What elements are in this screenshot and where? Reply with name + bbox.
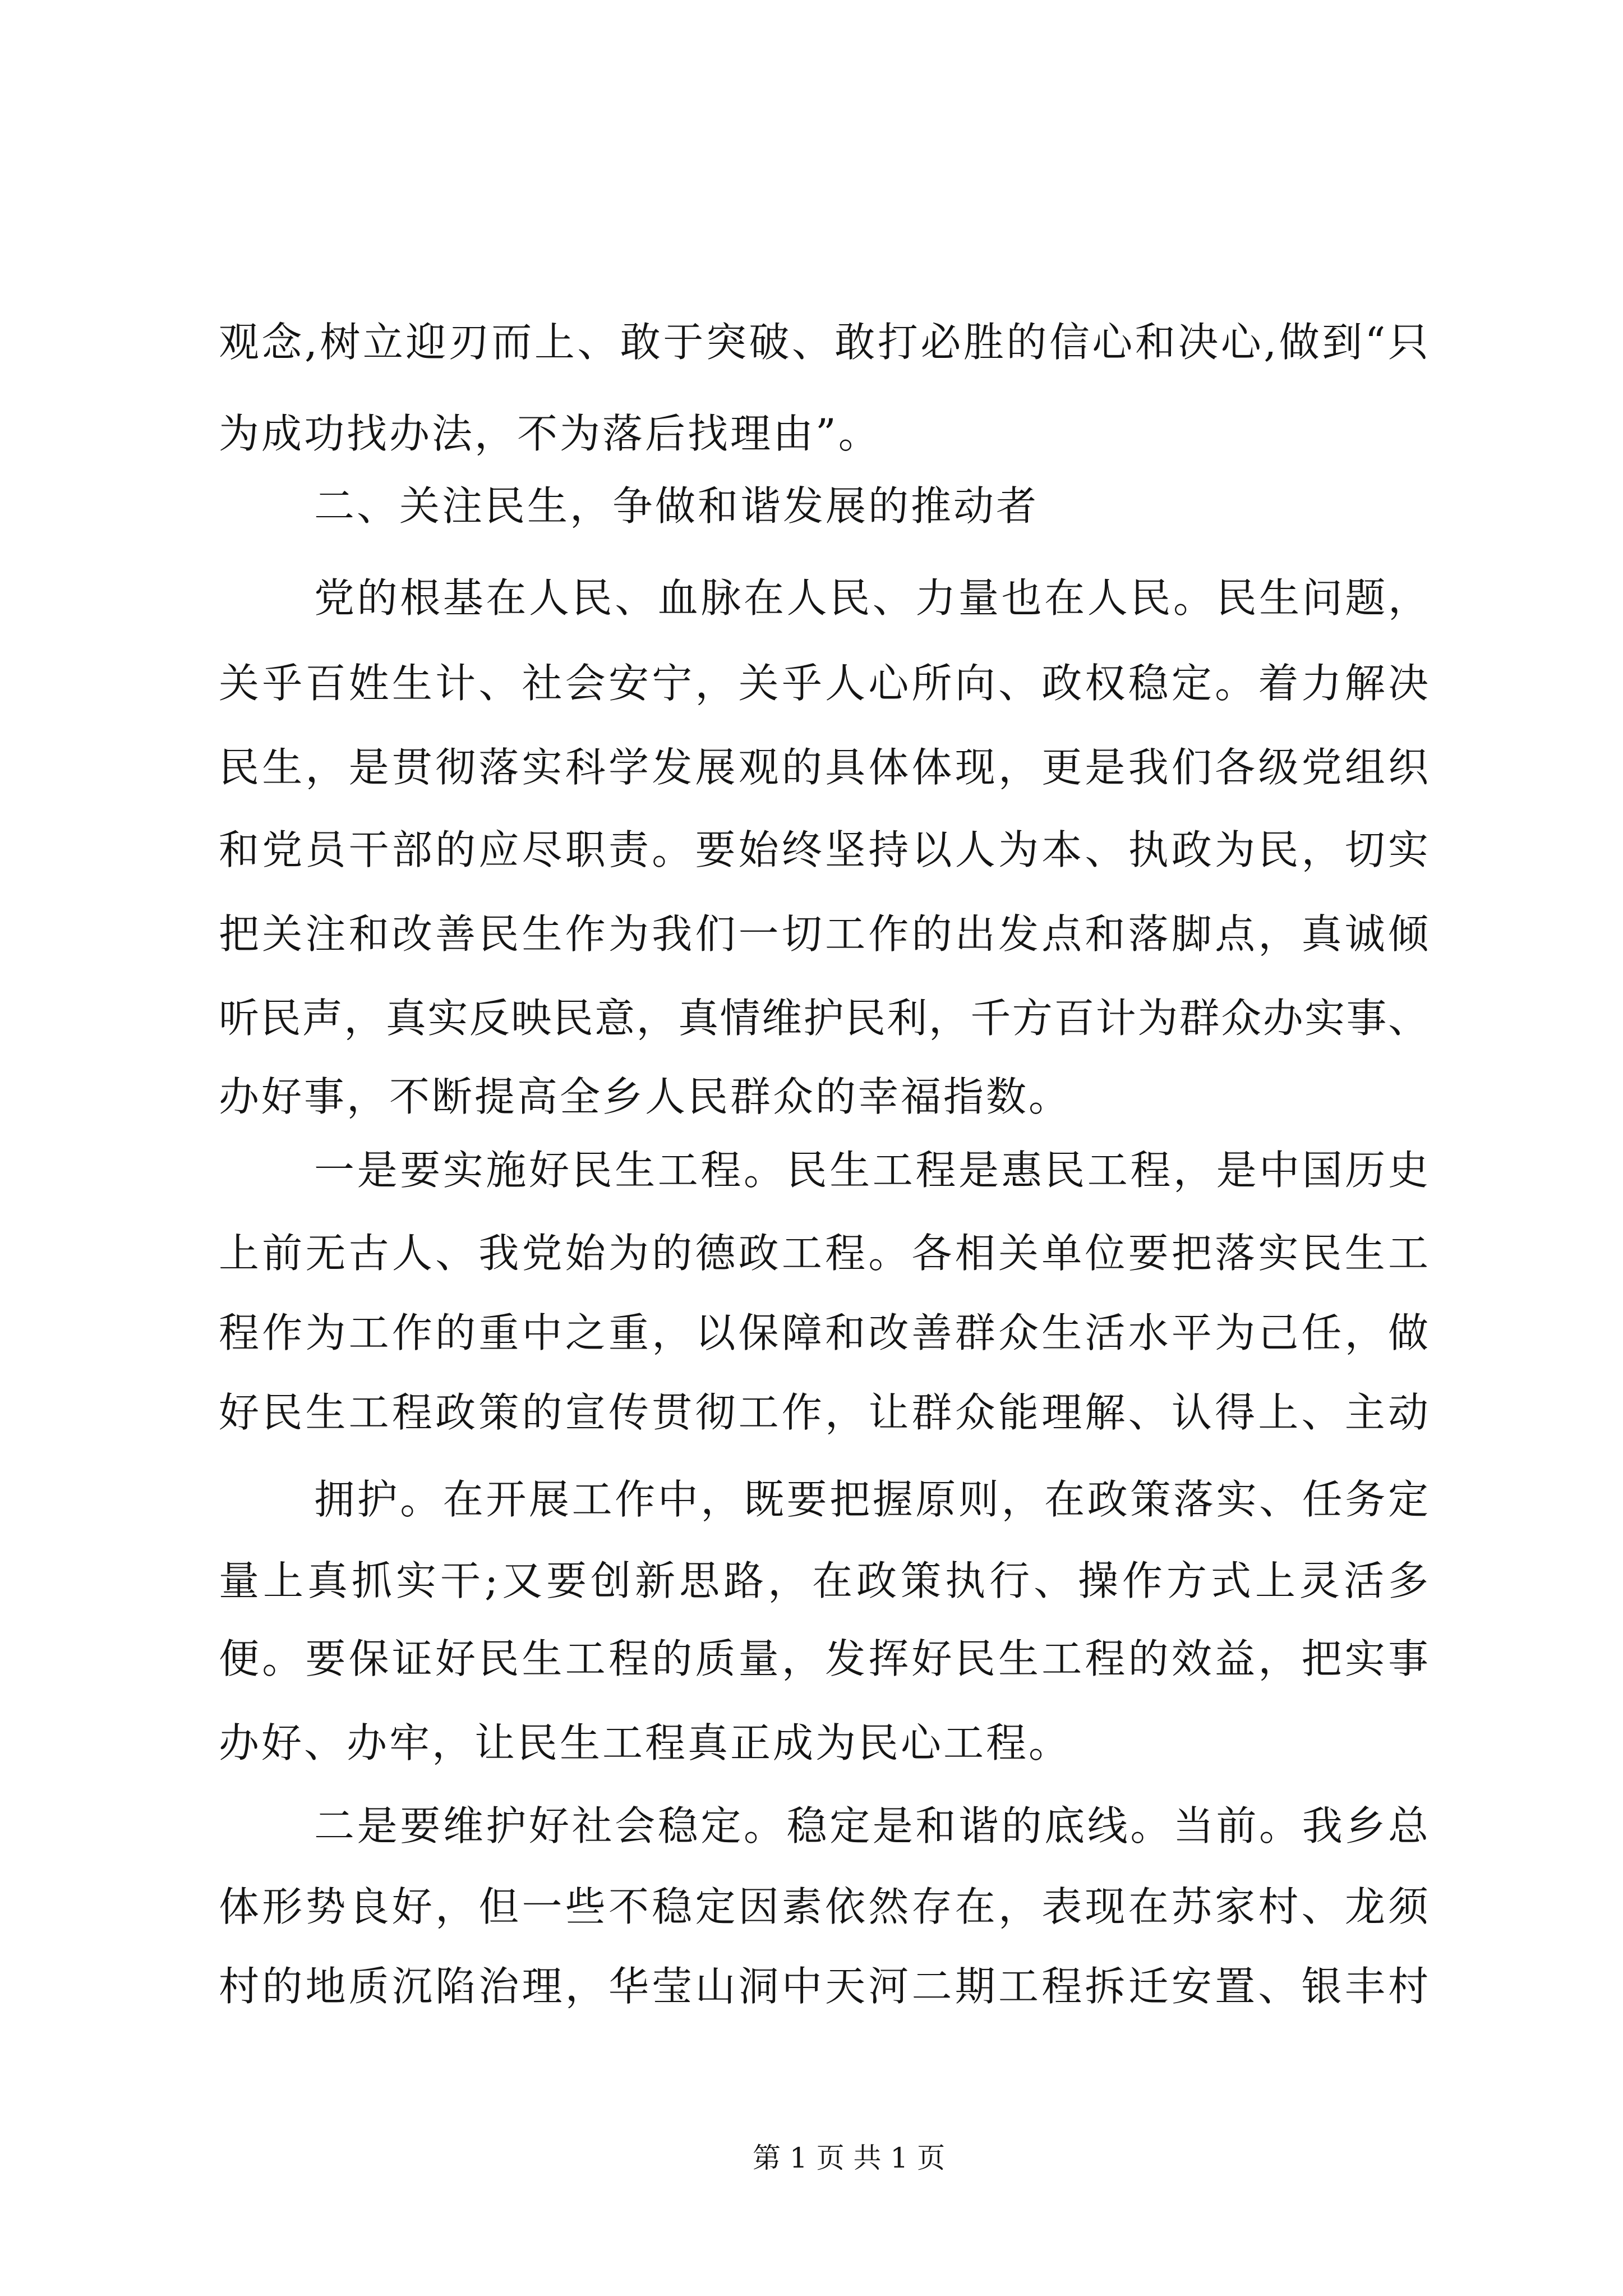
body-text-line: 程作为工作的重中之重，以保障和改善群众生活水平为己任，做 bbox=[219, 1309, 1428, 1356]
section-heading: 二、关注民生，争做和谐发展的推动者 bbox=[314, 482, 1039, 530]
body-text-line: 好民生工程政策的宣传贯彻工作，让群众能理解、认得上、主动 bbox=[219, 1389, 1428, 1436]
body-text-line: 为成功找办法，不为落后找理由”。 bbox=[219, 410, 881, 457]
body-text-line: 和党员干部的应尽职责。要始终坚持以人为本、执政为民，切实 bbox=[219, 826, 1428, 873]
body-text-line: 一是要实施好民生工程。民生工程是惠民工程，是中国历史 bbox=[314, 1147, 1428, 1194]
page-footer: 第 1 页 共 1 页 bbox=[753, 2142, 946, 2174]
body-text-line: 村的地质沉陷治理，华莹山洞中天河二期工程拆迁安置、银丰村 bbox=[219, 1963, 1428, 2010]
body-text-line: 民生，是贯彻落实科学发展观的具体体现，更是我们各级党组织 bbox=[219, 744, 1428, 791]
body-text-line: 上前无古人、我党始为的德政工程。各相关单位要把落实民生工 bbox=[219, 1230, 1428, 1277]
body-text-line: 观念,树立迎刃而上、敢于突破、敢打必胜的信心和决心,做到“只 bbox=[219, 319, 1428, 366]
body-text-line: 量上真抓实干;又要创新思路，在政策执行、操作方式上灵活多 bbox=[219, 1557, 1428, 1604]
body-text-line: 听民声，真实反映民意，真情维护民利，千方百计为群众办实事、 bbox=[219, 995, 1428, 1042]
body-text-line: 党的根基在人民、血脉在人民、力量也在人民。民生问题， bbox=[314, 574, 1428, 622]
body-text-line: 拥护。在开展工作中，既要把握原则，在政策落实、任务定 bbox=[314, 1476, 1428, 1523]
body-text-line: 关乎百姓生计、社会安宁，关乎人心所向、政权稳定。着力解决 bbox=[219, 660, 1428, 707]
body-text-line: 办好、办牢，让民生工程真正成为民心工程。 bbox=[219, 1719, 1072, 1766]
body-text-line: 把关注和改善民生作为我们一切工作的出发点和落脚点，真诚倾 bbox=[219, 910, 1428, 958]
body-text-line: 体形势良好，但一些不稳定因素依然存在，表现在苏家村、龙须 bbox=[219, 1883, 1428, 1930]
body-text-line: 办好事，不断提高全乡人民群众的幸福指数。 bbox=[219, 1073, 1072, 1120]
body-text-line: 二是要维护好社会稳定。稳定是和谐的底线。当前。我乡总 bbox=[314, 1802, 1428, 1849]
body-text-line: 便。要保证好民生工程的质量，发挥好民生工程的效益，把实事 bbox=[219, 1635, 1428, 1682]
